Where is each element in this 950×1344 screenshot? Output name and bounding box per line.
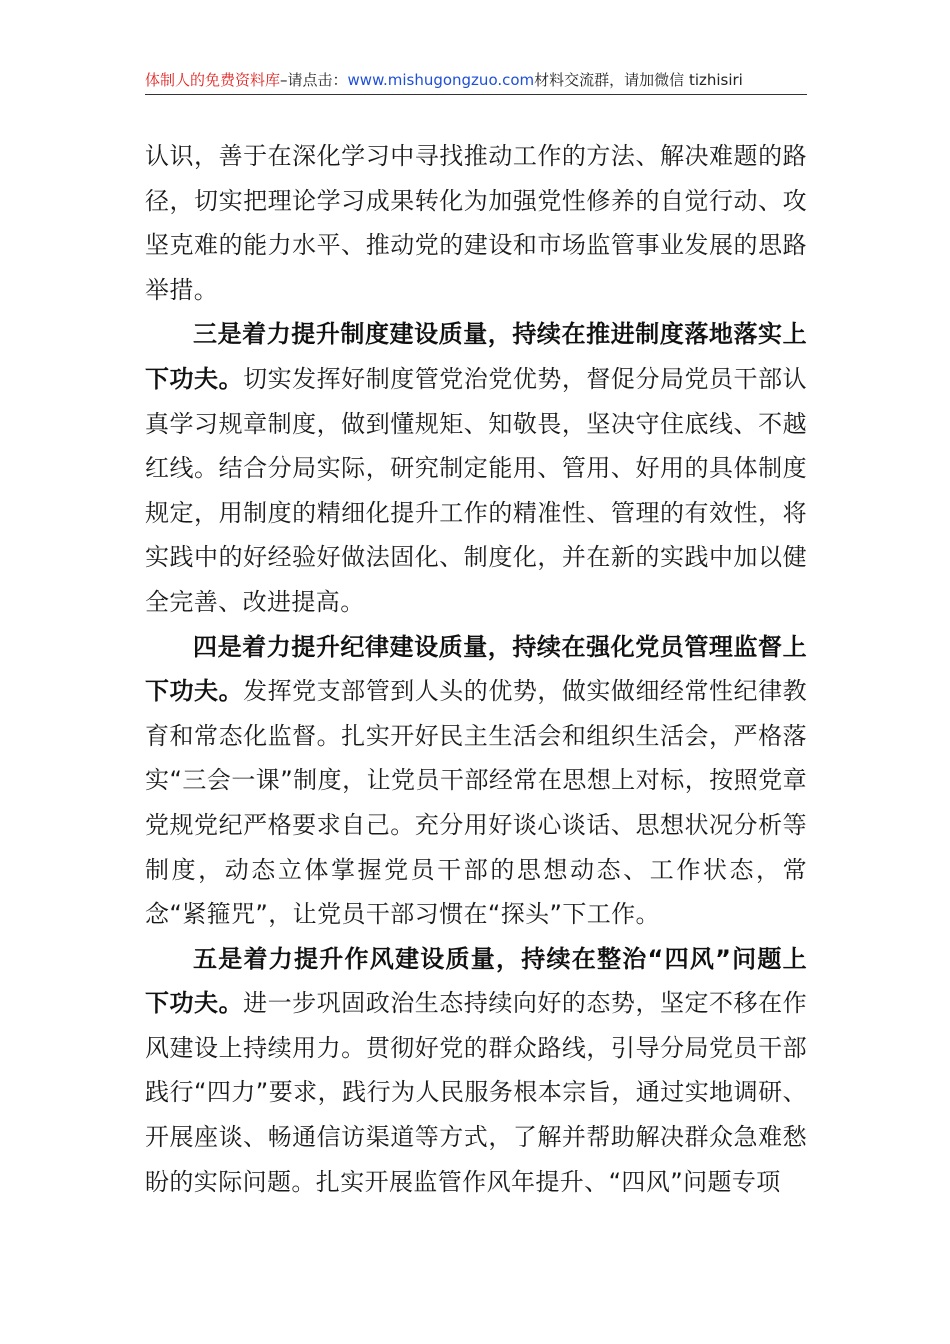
paragraph-point-five bbox=[145, 937, 807, 1205]
paragraph-text: 进一步巩固政治生态持续向好的态势，坚定不移在作风建设上持续用力。贯彻好党的群众路线，引导分局党员干部践行“四力”要求，践行为人民服务根本宗旨，通过实地调研、开展座谈、畅通信访渠道等方式，了解并帮助解决群众急难愁盼的实际问题。扎实开展监管作风年提升、“四风”问题专项 bbox=[145, 989, 807, 1196]
paragraph-heading: 四是着力提升纪律建设质量，持续在强化党员管理监督上下功夫。 bbox=[145, 632, 807, 706]
header-brand: 体制人的免费资料库 bbox=[145, 71, 281, 89]
page-header bbox=[145, 66, 807, 95]
paragraph-heading: 三是着力提升制度建设质量，持续在推进制度落地落实上下功夫。 bbox=[145, 320, 807, 393]
header-url-link[interactable]: www.mishugongzuo.com bbox=[347, 71, 535, 89]
header-tail: 材料交流群，请加微信 tizhisiri bbox=[534, 71, 743, 89]
document-body bbox=[145, 134, 807, 1204]
paragraph-text: 认识，善于在深化学习中寻找推动工作的方法、解决难题的路径，切实把理论学习成果转化为加强党性修养的自觉行动、攻坚克难的能力水平、推动党的建设和市场监管事业发展的思路举措。 bbox=[145, 142, 807, 304]
header-lead: –请点击： bbox=[280, 71, 348, 89]
paragraph-point-four bbox=[145, 625, 807, 937]
paragraph-text: 发挥党支部管到人头的优势，做实做细经常性纪律教育和常态化监督。扎实开好民主生活会和组织生活会，严格落实“三会一课”制度，让党员干部经常在思想上对标，按照党章党规党纪严格要求自己。充分用好谈心谈话、思想状况分析等制度，动态立体掌握党员干部的思想动态、工作状态，常念“紧箍咒”，让党员干部习惯在“探头”下工作。 bbox=[145, 677, 807, 929]
paragraph-point-three bbox=[145, 312, 807, 624]
paragraph-continuation bbox=[145, 134, 807, 312]
paragraph-text: 切实发挥好制度管党治党优势，督促分局党员干部认真学习规章制度，做到懂规矩、知敬畏，坚决守住底线、不越红线。结合分局实际，研究制定能用、管用、好用的具体制度规定，用制度的精细化提升工作的精准性、管理的有效性，将实践中的好经验好做法固化、制度化，并在新的实践中加以健全完善、改进提高。 bbox=[145, 364, 807, 616]
paragraph-heading: 五是着力提升作风建设质量，持续在整治“四风”问题上下功夫。 bbox=[145, 944, 807, 1018]
